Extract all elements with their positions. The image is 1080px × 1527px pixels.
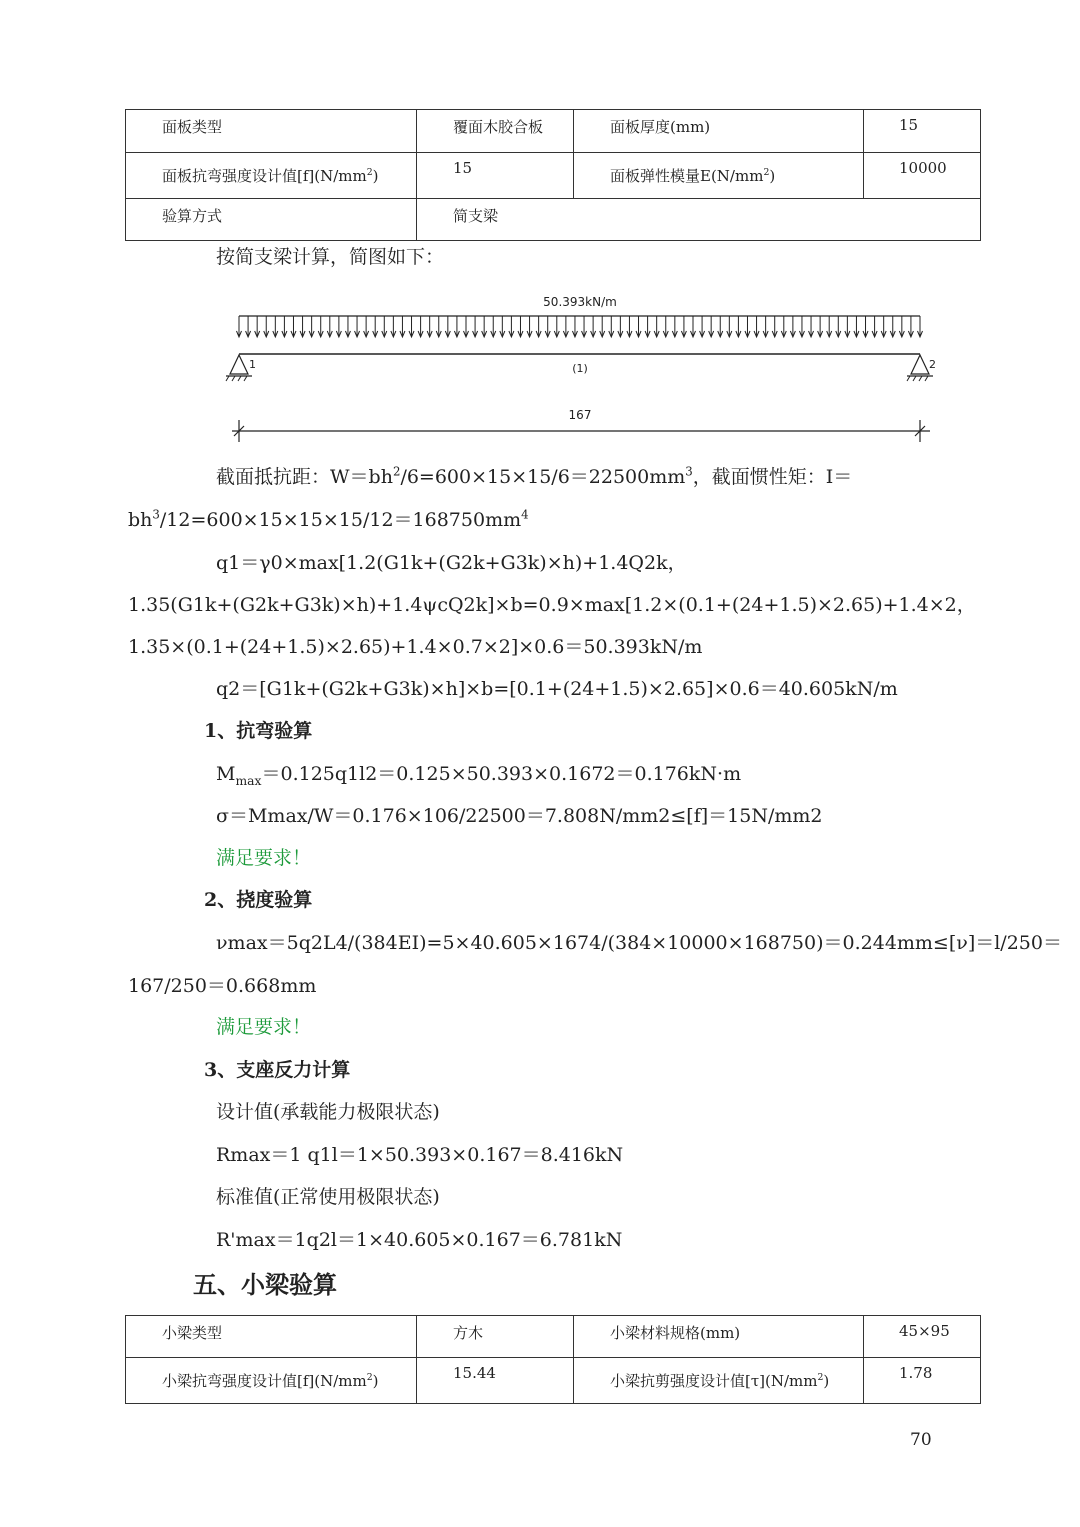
table-cell-value [864,1316,981,1358]
deflection-line-1: νmax＝5q2L4/(384EI)=5×40.605×1674/(384×10000×168750)＝0.244mm≤[ν]＝l/250＝ [216,932,1062,954]
text-run: /12=600×15×15×15/12＝168750mm [159,509,522,531]
table-row [126,110,981,153]
small-beam-parameters-table [125,1315,981,1404]
table-cell-value [417,1316,574,1358]
node-label-2: 2 [929,358,936,371]
table-row [126,153,981,199]
q1-formula-line-3: 1.35×(0.1+(24+1.5)×2.65)+1.4×0.7×2]×0.6＝50.393kN/m [128,636,703,658]
cell-text: ) [769,167,776,185]
superscript: 2 [366,167,373,178]
text-run: ，截面惯性矩：I＝ [692,466,853,488]
deflection-line-2: 167/250＝0.668mm [128,975,317,997]
cell-text: 覆面木胶合板 [453,118,544,136]
table-cell-label [126,153,417,199]
table-cell-label [126,1358,417,1404]
page-number: 70 [910,1430,932,1450]
table-cell-label [574,1316,864,1358]
superscript: 3 [152,507,160,522]
cell-text: 小梁抗剪强度设计值[τ](N/mm [610,1372,818,1390]
superscript: 4 [521,507,529,522]
table-cell-label [126,1316,417,1358]
cell-text: ) [823,1372,830,1390]
table-cell-value [417,153,574,199]
superscript: 2 [763,167,770,178]
q2-formula-line: q2＝[G1k+(G2k+G3k)×h]×b=[0.1+(24+1.5)×2.65]×0.6＝40.605kN/m [216,678,898,700]
rmax-prime-line: R'max＝1q2l＝1×40.605×0.167＝6.781kN [216,1229,623,1251]
table-cell-value [864,153,981,199]
simply-supported-beam-diagram [220,290,960,450]
cell-text: 面板类型 [162,118,223,136]
node-label-1: 1 [249,358,256,371]
table-cell-label [574,153,864,199]
intro-text: 按简支梁计算，简图如下： [216,246,445,268]
text-run: 截面抵抗距：W＝bh [216,466,393,488]
table-cell-label [126,110,417,153]
cell-text: 15 [899,116,919,134]
cell-text: 15 [453,159,473,177]
section-modulus-line [216,462,852,489]
cell-text: 小梁材料规格(mm) [610,1324,741,1342]
cell-text: 面板抗弯强度设计值[f](N/mm [162,167,367,185]
table-cell-value [417,1358,574,1404]
table-row [126,1316,981,1358]
standard-value-label: 标准值(正常使用极限状态) [216,1186,440,1208]
cell-text: ) [372,1372,379,1390]
stress-line: σ＝Mmax/W＝0.176×106/22500＝7.808N/mm2≤[f]＝15N/mm2 [216,805,823,827]
table-cell-value [417,110,574,153]
table-cell-value [864,110,981,153]
cell-text: 小梁抗弯强度设计值[f](N/mm [162,1372,367,1390]
table-cell-label [574,110,864,153]
cell-text: ) [372,167,379,185]
section-title: 五、小梁验算 [193,1270,337,1299]
text-run: bh [128,509,153,531]
panel-parameters-table [125,109,981,241]
table-row [126,1358,981,1404]
superscript: 3 [685,464,693,479]
cell-text: 面板厚度(mm) [610,118,711,136]
load-label: 50.393kN/m [543,295,617,309]
bending-heading: 1、抗弯验算 [204,720,313,742]
table-cell-label [574,1358,864,1404]
table-cell-value [864,1358,981,1404]
distributed-load-arrows [237,316,923,337]
cell-text: 1.78 [899,1364,933,1382]
rmax-line: Rmax＝1 q1l＝1×50.393×0.167＝8.416kN [216,1144,624,1166]
q1-formula-line-2: 1.35(G1k+(G2k+G3k)×h)+1.4ψcQ2k]×b=0.9×max[1.2×(0.1+(24+1.5)×2.65)+1.4×2， [128,594,976,616]
span-label: 167 [568,408,592,422]
cell-text: 10000 [899,159,947,177]
superscript: 2 [817,1372,824,1383]
cell-text: 方木 [453,1324,484,1342]
cell-text: 45×95 [899,1322,950,1340]
cell-text: 小梁类型 [162,1324,223,1342]
table-cell-value [417,199,981,241]
cell-text: 面板弹性模量E(N/mm [610,167,764,185]
text-run: ＝0.125q1l2＝0.125×50.393×0.1672＝0.176kN·m [261,763,742,785]
cell-text: 验算方式 [162,207,223,225]
design-value-label: 设计值(承载能力极限状态) [216,1101,440,1123]
q1-formula-line-1: q1＝γ0×max[1.2(G1k+(G2k+G3k)×h)+1.4Q2k， [216,552,687,574]
text-run: /6=600×15×15/6＝22500mm [400,466,686,488]
table-row [126,199,981,241]
moment-of-inertia-line [128,505,529,532]
superscript: 2 [366,1372,373,1383]
cell-text: 简支梁 [453,207,499,225]
deflection-heading: 2、挠度验算 [204,889,313,911]
bending-ok-text: 满足要求！ [216,847,312,869]
table-cell-label [126,199,417,241]
max-moment-line: $M_{max}=0.125q1l2=0.125\times 50.393\times 0.1672=0.176kN\cdot m$ [216,763,742,788]
superscript: 2 [392,464,401,479]
cell-text: 15.44 [453,1364,496,1382]
reaction-heading: 3、支座反力计算 [204,1059,351,1081]
deflection-ok-text: 满足要求！ [216,1016,312,1038]
member-label: (1) [572,362,588,375]
